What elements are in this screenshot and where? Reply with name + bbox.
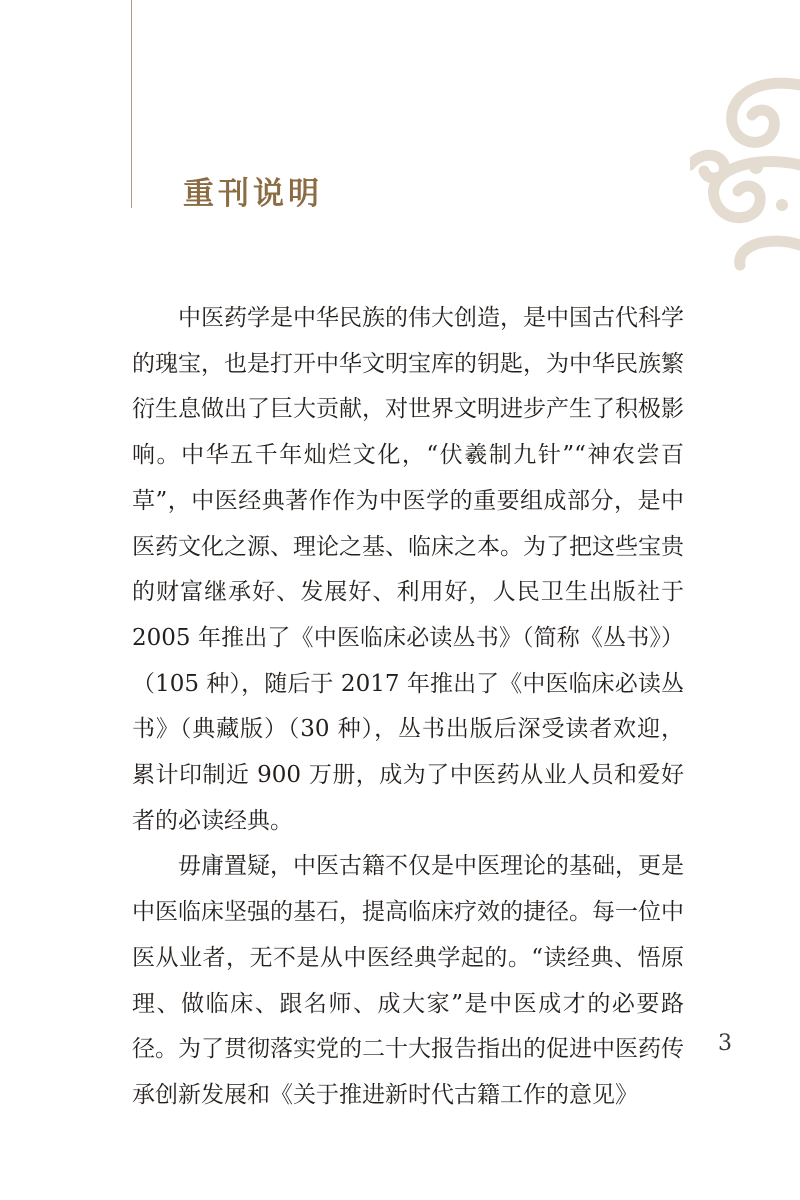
page-number: 3 [718,1031,732,1056]
paragraph: 毋庸置疑，中医古籍不仅是中医理论的基础，更是中医临床坚强的基石，提高临床疗效的捷径。每一位中医从业者，无不是从中医经典学起的。“读经典、悟原理、做临床、跟名师、成大家”是中医成才的必要路径。为了贯彻落实党的二十大报告指出的促进中医药传承创新发展和《关于推进新时代古籍工作的意见》 [132,853,684,1108]
page-title: 重刊说明 [183,176,323,212]
cloud-scroll-ornament-icon [690,55,800,275]
paragraph: 中医药学是中华民族的伟大创造，是中国古代科学的瑰宝，也是打开中华文明宝库的钥匙，为中华民族繁衍生息做出了巨大贡献，对世界文明进步产生了积极影响。中华五千年灿烂文化，“伏羲制九针”“神农尝百草”，中医经典著作作为中医学的重要组成部分，是中医药文化之源、理论之基、临床之本。为了把这些宝贵的财富继承好、发展好、利用好，人民卫生出版社于 2005 年推出了《中医临床必读丛书》（简称《丛书》）（105 种），随后于 2017 年推出了《中医临床必读丛书》（典藏版）（30 种），丛书出版后深受读者欢迎，累计印制近 900 万册，成为了中医药从业人员和爱好者的必读经典。 [132,305,684,834]
body-text [132,296,684,1119]
margin-rule [131,0,132,208]
